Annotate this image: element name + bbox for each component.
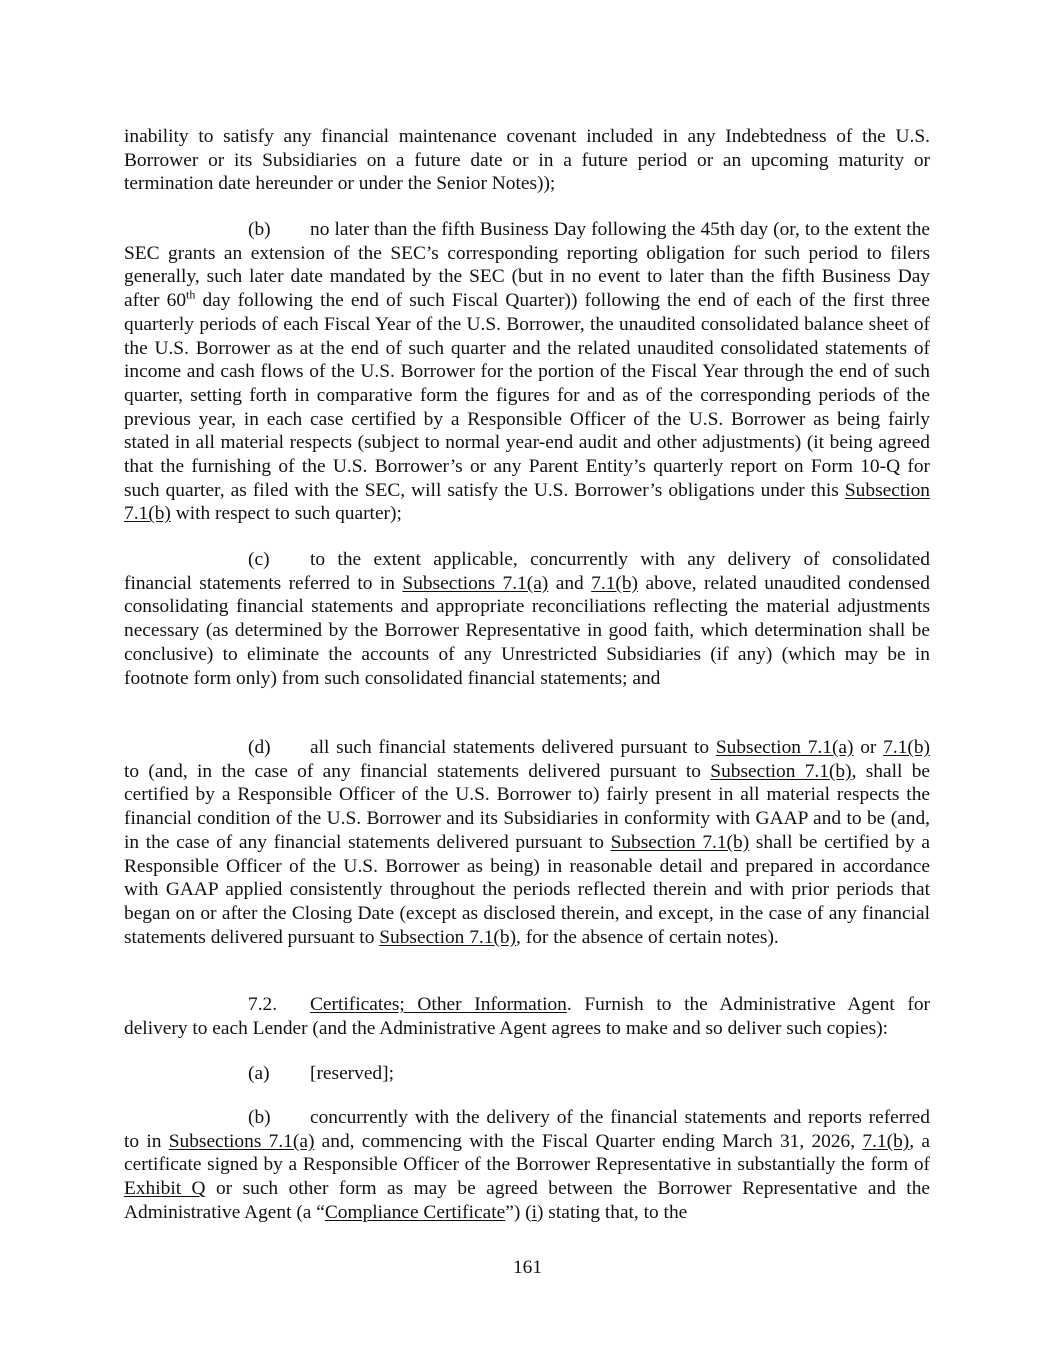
cross-reference: Subsections 7.1(a)	[402, 572, 549, 594]
text-run: ) stating that, to the	[537, 1201, 688, 1223]
paragraph-7-2-b	[124, 1106, 930, 1225]
text-run: to (and, in the case of any financial statements delivered pursuant to	[124, 760, 711, 782]
text-run: shall be certified by a Responsible Officer of the U.S. Borrower as being) in reasonable detail and prepared in accordance with GAAP applied consistently throughout the periods reflected therein and with prior periods that began on or after the Closing Date (except as disclosed therein, and except, in the case of any financial statements delivered pursuant to	[124, 831, 930, 948]
text-run: day following the end of such Fiscal Quarter)) following the end of each of the first three quarterly periods of each Fiscal Year of the U.S. Borrower, the unaudited consolidated balance sheet of the U.S. Borrower as at the end of such quarter and the related unaudited consolidated statements of income and cash flows of the U.S. Borrower for the portion of the Fiscal Year through the end of such quarter, setting forth in comparative form the figures for and as of the corresponding periods of the previous year, in each case certified by a Responsible Officer of the U.S. Borrower as being fairly stated in all material respects (subject to normal year-end audit and other adjustments) (it being agreed that the furnishing of the U.S. Borrower’s or any Parent Entity’s quarterly report on Form 10-Q for such quarter, as filed with the SEC, will satisfy the U.S. Borrower’s obligations under this	[124, 290, 930, 501]
text-run: ”) (	[505, 1201, 532, 1223]
text-run: no later than the fifth Business Day following the 45th day (or, to the extent the SEC grants an extension of the SEC’s corresponding reporting obligation for such period to filers generally, such later date mandated by the SEC (but in no event to later than the fifth Business Day after 60	[124, 219, 930, 312]
cross-reference: 7.1(b)	[883, 737, 930, 758]
section-number: (c)	[248, 549, 270, 570]
text-run: , for the absence of certain notes).	[516, 926, 779, 948]
text-run: , a certificate signed by a Responsible Officer of the Borrower Representative in substantially the form of	[124, 1130, 930, 1176]
page-number: 161	[512, 1257, 543, 1278]
cross-reference: Subsection 7.1(b)	[124, 479, 930, 525]
paragraph-7-1-d	[124, 736, 930, 949]
section-number: (b)	[248, 219, 271, 240]
text-run: and	[548, 572, 592, 594]
text-run: , shall be certified by a Responsible Officer of the U.S. Borrower to) fairly present in all material respects the financial condition of the U.S. Borrower and its Subsidiaries in conformity with GAAP and to be (and, in the case of any financial statements delivered pursuant to	[124, 760, 931, 853]
text-run: all such financial statements delivered pursuant to	[310, 737, 716, 758]
paragraph-7-2-a	[124, 1062, 930, 1086]
text-run: and, commencing with the Fiscal Quarter ending March 31, 2026,	[314, 1130, 863, 1152]
paragraph-7-1-c	[124, 548, 930, 690]
text-run: [reserved];	[310, 1063, 394, 1084]
paragraph-7-1-b	[124, 218, 930, 526]
text-run: . Furnish to the Administrative Agent for delivery to each Lender (and the Administrative Agent agrees to make and so deliver such copies):	[124, 994, 930, 1039]
text-run: inability to satisfy any financial maintenance covenant included in any Indebtedness of the U.S. Borrower or its Subsidiaries on a future date or in a future period or an upcoming maturity or termination date hereunder or under the Senior Notes));	[124, 126, 930, 195]
text-run: or such other form as may be agreed between the Borrower Representative and the Administrative Agent (a “	[124, 1178, 930, 1223]
cross-reference: Subsection 7.1(b)	[610, 831, 750, 853]
text-run: to the extent applicable, concurrently with any delivery of consolidated financial statements referred to in	[124, 549, 930, 594]
text-run: with respect to such quarter);	[170, 503, 402, 525]
paragraph-continuation	[124, 125, 930, 196]
cross-reference: Subsection 7.1(b)	[710, 760, 852, 782]
paragraph-7-2	[124, 993, 930, 1040]
cross-reference: Exhibit Q	[124, 1178, 206, 1200]
section-number: 7.2.	[248, 994, 278, 1015]
text-run: above, related unaudited condensed consolidating financial statements and appropriate reconciliations reflecting the material adjustments necessary (as determined by the Borrower Representative in good faith, which determination shall be conclusive) to eliminate the accounts of any Unrestricted Subsidiaries (if any) (which may be in footnote form only) from such consolidated financial statements; and	[124, 572, 930, 689]
section-number: (a)	[248, 1063, 270, 1084]
cross-reference: Subsection 7.1(a)	[715, 737, 854, 758]
cross-reference: Subsections 7.1(a)	[168, 1130, 315, 1152]
section-number: (b)	[248, 1107, 271, 1128]
cross-reference: i	[531, 1201, 537, 1223]
superscript: th	[186, 287, 196, 302]
cross-reference: 7.1(b)	[591, 572, 639, 594]
cross-reference: Certificates; Other Information	[310, 994, 567, 1015]
cross-reference: 7.1(b)	[862, 1130, 910, 1152]
text-run: or	[853, 737, 884, 758]
section-number: (d)	[248, 737, 271, 758]
cross-reference: Compliance Certificate	[324, 1201, 506, 1223]
text-run: concurrently with the delivery of the financial statements and reports referred to in	[124, 1107, 930, 1152]
cross-reference: Subsection 7.1(b)	[379, 926, 517, 948]
